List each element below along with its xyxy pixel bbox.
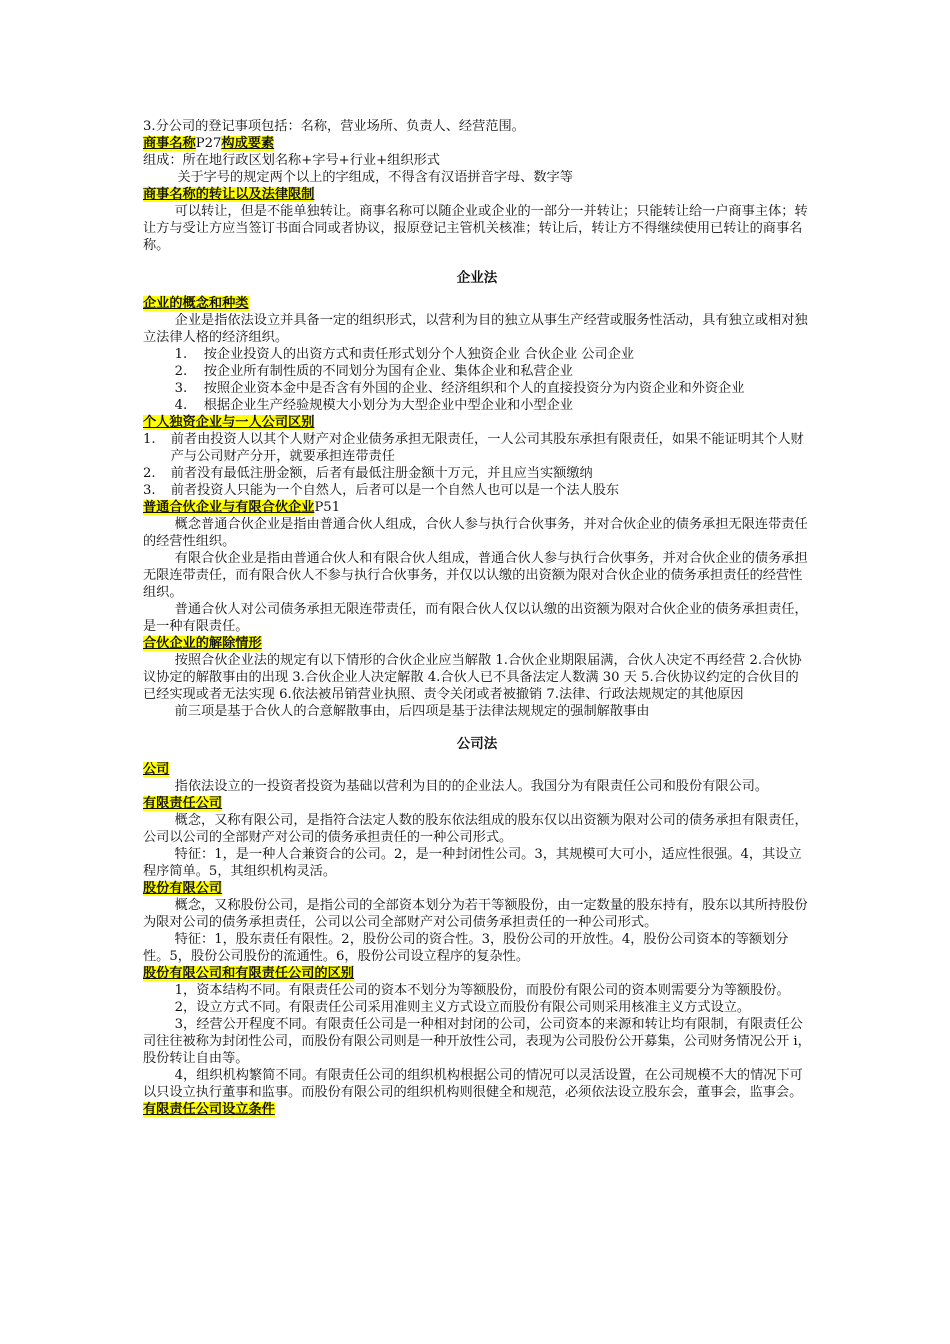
heading-partnership-types <box>143 499 811 516</box>
page-reference: P27 <box>195 136 222 151</box>
paragraph-name-rule: 关于字号的规定两个以上的字组成，不得含有汉语拼音字母、数字等 <box>177 170 573 185</box>
section-title-company-law: 公司法 <box>456 736 498 752</box>
paragraph-difference-capital: 1，资本结构不同。有限责任公司的资本不划分为等额股份，而股份有限公司的资本则需要分为等额股份。 <box>174 983 790 998</box>
heading-partnership-dissolution <box>143 635 811 652</box>
paragraph-difference-organization: 4，组织机构繁简不同。有限责任公司的组织机构根据公司的情况可以灵活设置，在公司规模不大的情况下可以只设立执行董事和监事。而股份有限公司的组织机构则很健全和规范，必须依法设立股东会，董事会，监事会。 <box>143 1068 803 1100</box>
paragraph-difference-openness: 3，经营公开程度不同。有限责任公司是一种相对封闭的公司，公司资本的来源和转让均有限制，有限责任公司往往被称为封闭性公司，而股份有限公司则是一种开放性公司，表现为公司股份公开募集，公司财务情况公开 i，股份转让自由等。 <box>143 1017 811 1066</box>
paragraph-jsc-concept: 概念，又称股份公司，是指公司的全部资本划分为若干等额股份，由一定数量的股东持有，股东以其所持股份为限对公司的债务承担责任，公司以公司全部财产对公司债务承担责任的一种公司形式。 <box>143 898 808 930</box>
document-page <box>143 118 811 1118</box>
paragraph-composition: 组成：所在地行政区划名称+字号+行业+组织形式 <box>143 153 440 168</box>
heading-enterprise-concept-label: 企业的概念和种类 <box>143 296 249 311</box>
paragraph-llc-features: 特征：1，是一种人合兼资合的公司。2，是一种封闭性公司。3，其规模可大可小，适应性很强。4，其设立程序简单。5，其组织机构灵活。 <box>143 847 802 879</box>
heading-joint-stock-company-label: 股份有限公司 <box>143 881 223 896</box>
heading-sole-proprietorship-label: 个人独资企业与一人公司区别 <box>143 415 315 430</box>
paragraph-enterprise-definition: 企业是指依法设立并具备一定的组织形式，以营利为目的独立从事生产经营或服务性活动，具有独立或相对独立法律人格的经济组织。 <box>143 313 808 345</box>
list-item: 2. 按企业所有制性质的不同划分为国有企业、集体企业和私营企业 <box>174 364 573 379</box>
heading-joint-stock-company <box>143 880 811 897</box>
enterprise-type-list <box>143 346 811 414</box>
heading-company-differences-label: 股份有限公司和有限责任公司的区别 <box>143 966 354 981</box>
paragraph-difference-establishment: 2，设立方式不同。有限责任公司采用准则主义方式设立而股份有限公司则采用核准主义方式设立。 <box>174 1000 751 1015</box>
list-item: 2. 前者没有最低注册金额，后者有最低注册金额十万元，并且应当实额缴纳 <box>143 466 593 481</box>
paragraph-dissolution-cases: 按照合伙企业法的规定有以下情形的合伙企业应当解散 1.合伙企业期限届满，合伙人决定不再经营 2.合伙协议协定的解散事由的出现 3.合伙企业人决定解散 4.合伙人已不具备法定人数满 30 天 5.合伙协议约定的合伙目的已经实现或者无法实现 6.依法被吊销营业执照、责令关闭或者被撤销 7.法律、行政法规规定的其他原因 <box>143 653 802 702</box>
heading-llc-establishment-conditions <box>143 1101 811 1118</box>
page-reference: P51 <box>314 500 341 515</box>
paragraph-limited-partnership: 有限合伙企业是指由普通合伙人和有限合伙人组成，普通合伙人参与执行合伙事务，并对合伙企业的债务承担无限连带责任，而有限合伙人不参与执行合伙事务，并仅以认缴的出资额为限对合伙企业的债务承担责任的经营性组织。 <box>143 551 808 600</box>
heading-limited-liability-company <box>143 795 811 812</box>
heading-partnership-dissolution-label: 合伙企业的解除情形 <box>143 636 262 651</box>
paragraph-company-definition: 指依法设立的一投资者投资为基础以营利为目的的企业法人。我国分为有限责任公司和股份有限公司。 <box>174 779 769 794</box>
heading-trade-name <box>143 135 811 152</box>
list-item: 3. 前者投资人只能为一个自然人，后者可以是一个自然人也可以是一个法人股东 <box>143 483 620 498</box>
list-item: 4. 根据企业生产经验规模大小划分为大型企业中型企业和小型企业 <box>174 398 573 413</box>
difference-list <box>143 431 811 499</box>
heading-partnership-types-label: 普通合伙企业与有限合伙企业 <box>143 500 315 515</box>
heading-sole-proprietorship-vs-one-person-company <box>143 414 811 431</box>
heading-company-label: 公司 <box>143 762 170 777</box>
heading-limited-liability-company-label: 有限责任公司 <box>143 796 223 811</box>
heading-elements-label: 构成要素 <box>221 136 275 151</box>
list-item: 3. 按照企业资本金中是否含有外国的企业、经济组织和个人的直接投资分为内资企业和外资企业 <box>174 381 745 396</box>
list-item: 1. 按企业投资人的出资方式和责任形式划分个人独资企业 合伙企业 公司企业 <box>174 347 635 362</box>
heading-trade-name-transfer <box>143 186 811 203</box>
heading-company-differences <box>143 965 811 982</box>
paragraph-branch-registration: 3.分公司的登记事项包括：名称，营业场所、负责人、经营范围。 <box>143 119 525 134</box>
paragraph-transfer-rules: 可以转让，但是不能单独转让。商事名称可以随企业或企业的一部分一并转让；只能转让给一户商事主体；转让方与受让方应当签订书面合同或者协议，报原登记主管机关核准；转让后，转让方不得继续使用已转让的商事名称。 <box>143 204 808 253</box>
list-item: 1. 前者由投资人以其个人财产对企业债务承担无限责任，一人公司其股东承担有限责任，如果不能证明其个人财产与公司财产分开，就要承担连带责任 <box>143 432 804 464</box>
paragraph-partner-liability: 普通合伙人对公司债务承担无限连带责任，而有限合伙人仅以认缴的出资额为限对合伙企业的债务承担责任，是一种有限责任。 <box>143 602 808 634</box>
heading-enterprise-concept <box>143 295 811 312</box>
heading-company <box>143 761 811 778</box>
paragraph-general-partnership: 概念普通合伙企业是指由普通合伙人组成，合伙人参与执行合伙事务，并对合伙企业的债务承担无限连带责任的经营性组织。 <box>143 517 808 549</box>
heading-llc-establishment-conditions-label: 有限责任公司设立条件 <box>143 1102 275 1117</box>
heading-trade-name-transfer-label: 商事名称的转让以及法律限制 <box>143 187 315 202</box>
paragraph-llc-concept: 概念，又称有限公司，是指符合法定人数的股东依法组成的股东仅以出资额为限对公司的债务承担有限责任，公司以公司的全部财产对公司的债务承担责任的一种公司形式。 <box>143 813 808 845</box>
paragraph-jsc-features: 特征：1，股东责任有限性。2，股份公司的资合性。3，股份公司的开放性。4，股份公司资本的等额划分性。5，股份公司股份的流通性。6，股份公司设立程序的复杂性。 <box>143 932 789 964</box>
section-title-enterprise-law: 企业法 <box>456 270 498 286</box>
paragraph-dissolution-summary: 前三项是基于合伙人的合意解散事由，后四项是基于法律法规规定的强制解散事由 <box>174 704 650 719</box>
heading-trade-name-label: 商事名称 <box>143 136 196 151</box>
